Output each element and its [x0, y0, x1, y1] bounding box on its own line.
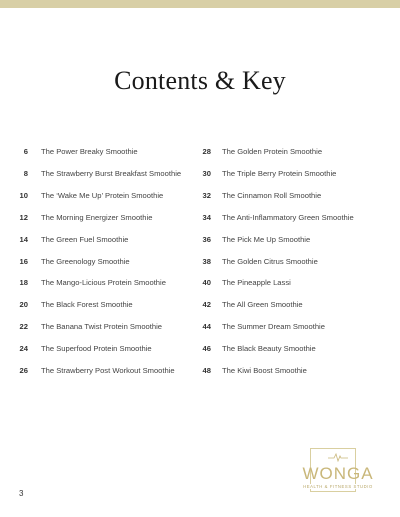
- toc-recipe-name: The Black Beauty Smoothie: [222, 344, 316, 354]
- toc-entry[interactable]: [0, 276, 400, 290]
- toc-recipe-name: The Kiwi Boost Smoothie: [222, 366, 307, 375]
- toc-entry[interactable]: [0, 233, 400, 247]
- toc-recipe-name: The Mango-Licious Protein Smoothie: [41, 278, 166, 288]
- toc-page-number: 28: [202, 147, 211, 156]
- toc-entry[interactable]: [0, 342, 400, 356]
- logo-wordmark: WONGA: [302, 464, 374, 483]
- toc-page-number: 34: [202, 212, 211, 222]
- toc-entry[interactable]: [0, 189, 400, 203]
- toc-recipe-name: The Pineapple Lassi: [222, 278, 291, 288]
- toc-recipe-name: The ‘Wake Me Up’ Protein Smoothie: [41, 190, 164, 200]
- toc-page-number: 38: [202, 256, 211, 266]
- toc-recipe-name: The Power Breaky Smoothie: [41, 147, 138, 156]
- toc-recipe-name: The Strawberry Burst Breakfast Smoothie: [41, 168, 182, 178]
- toc-recipe-name: The Morning Energizer Smoothie: [41, 212, 153, 222]
- toc-page-number: 16: [19, 256, 28, 266]
- toc-recipe-name: The Banana Twist Protein Smoothie: [41, 322, 163, 332]
- toc-recipe-name: The Summer Dream Smoothie: [222, 322, 325, 332]
- toc-page-number: 14: [19, 234, 28, 244]
- toc-page-number: 36: [202, 234, 211, 244]
- toc-page-number: 10: [19, 190, 28, 200]
- toc-page-number: 8: [23, 168, 28, 178]
- toc-recipe-name: The Cinnamon Roll Smoothie: [222, 190, 322, 200]
- logo-tagline: HEALTH & FITNESS STUDIO: [298, 484, 378, 489]
- toc-recipe-name: The Greenology Smoothie: [41, 256, 130, 266]
- page-title: Contents & Key: [114, 66, 286, 95]
- page-number: 3: [19, 489, 24, 498]
- toc-page-number: 42: [202, 300, 211, 310]
- heartbeat-icon: [328, 452, 348, 462]
- toc-page-number: 30: [202, 168, 211, 178]
- toc-recipe-name: The All Green Smoothie: [222, 300, 303, 310]
- toc-entry[interactable]: [0, 167, 400, 181]
- toc-page-number: 40: [202, 278, 211, 288]
- toc-recipe-name: The Green Fuel Smoothie: [41, 234, 129, 244]
- toc-page-number: 32: [202, 190, 211, 200]
- toc-entry[interactable]: [0, 364, 400, 378]
- toc-page-number: 22: [19, 322, 28, 332]
- toc-entry[interactable]: [0, 145, 400, 159]
- top-accent-bar: [0, 0, 400, 8]
- toc-page-number: 18: [19, 278, 28, 288]
- toc-recipe-name: The Black Forest Smoothie: [41, 300, 133, 310]
- toc-entry[interactable]: [0, 255, 400, 269]
- toc-page-number: 44: [202, 322, 211, 332]
- toc-recipe-name: The Anti-Inflammatory Green Smoothie: [222, 212, 354, 222]
- toc-page-number: 24: [19, 344, 28, 354]
- toc-recipe-name: The Strawberry Post Workout Smoothie: [41, 366, 175, 375]
- toc-recipe-name: The Golden Protein Smoothie: [222, 147, 323, 156]
- toc-recipe-name: The Triple Berry Protein Smoothie: [222, 168, 337, 178]
- toc-page-number: 12: [19, 212, 28, 222]
- toc-page-number: 6: [23, 147, 28, 156]
- toc-page-number: 48: [202, 366, 211, 375]
- toc-recipe-name: The Golden Citrus Smoothie: [222, 256, 318, 266]
- toc-page-number: 20: [19, 300, 28, 310]
- toc-entry[interactable]: [0, 320, 400, 334]
- toc-recipe-name: The Superfood Protein Smoothie: [41, 344, 152, 354]
- toc-entry[interactable]: [0, 298, 400, 312]
- toc-page-number: 26: [19, 366, 28, 375]
- toc-page-number: 46: [202, 344, 211, 354]
- toc-entry[interactable]: [0, 211, 400, 225]
- toc-recipe-name: The Pick Me Up Smoothie: [222, 234, 311, 244]
- wonga-logo: [298, 448, 378, 494]
